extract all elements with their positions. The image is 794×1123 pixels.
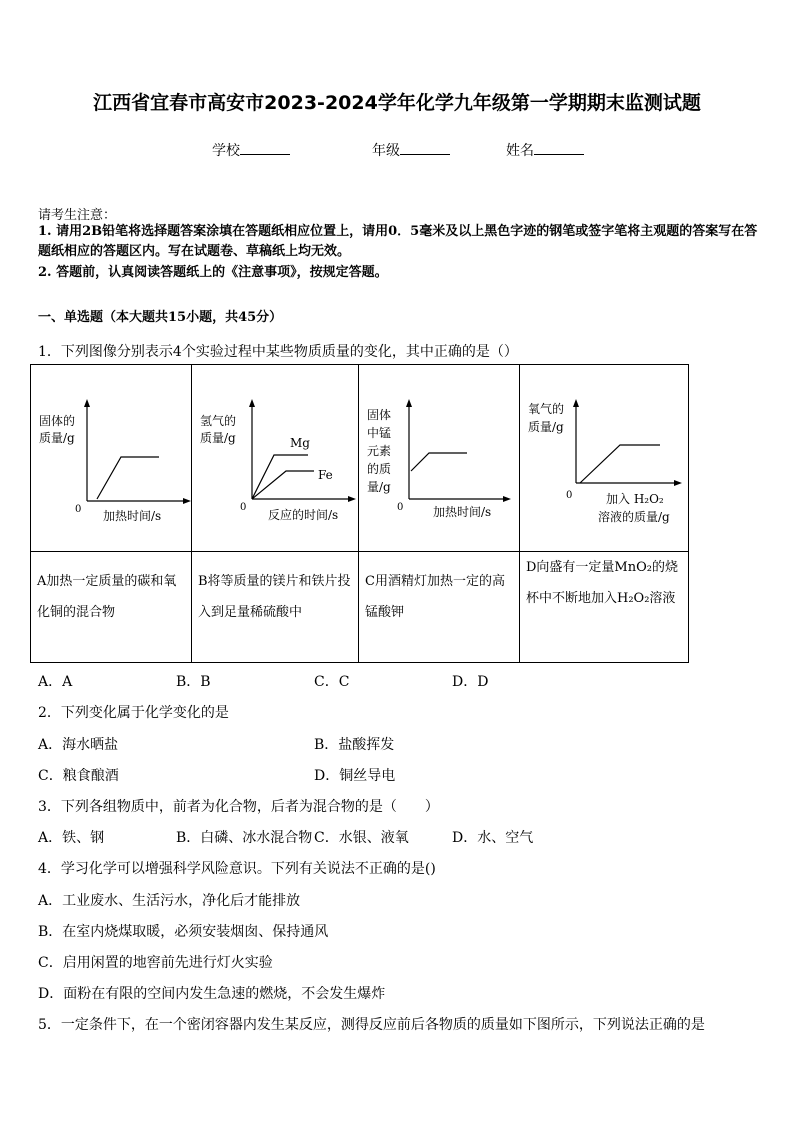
q1-option-c[interactable]: C．C (314, 674, 350, 690)
graph-a-y-arrow (84, 399, 90, 407)
graph-c-curve (411, 453, 467, 471)
graph-c-ylabel-1: 固体 (367, 408, 392, 422)
q4-option-b[interactable]: B．在室内烧煤取暖，必须安装烟囱、保持通风 (38, 924, 329, 940)
description-a (31, 552, 192, 663)
graph-d-y-arrow (573, 399, 579, 407)
q4-option-d[interactable]: D．面粉在有限的空间内发生急速的燃烧，不会发生爆炸 (38, 986, 386, 1002)
name-field (506, 140, 584, 160)
graph-c-ylabel-3: 元素 (367, 444, 392, 458)
name-label: 姓名 (506, 143, 534, 159)
description-a-text: A加热一定质量的碳和氧化铜的混合物 (37, 574, 177, 620)
graph-c-xlabel: 加热时间/s (433, 505, 492, 519)
name-blank[interactable] (534, 140, 584, 155)
graph-d-ylabel-2: 质量/g (528, 420, 564, 434)
graph-d-x-arrow (674, 480, 682, 486)
graph-d-ylabel-1: 氧气的 (528, 402, 565, 416)
graph-b-xlabel: 反应的时间/s (268, 508, 339, 522)
graph-c-origin: 0 (397, 502, 404, 513)
description-c (359, 552, 520, 663)
grade-blank[interactable] (400, 140, 450, 155)
section-title: 一、单选题（本大题共15小题，共45分） (38, 310, 283, 325)
q4-option-c[interactable]: C．启用闲置的地窖前先进行灯火实验 (38, 955, 273, 971)
graph-c-ylabel-5: 量/g (367, 480, 391, 494)
q3-option-a[interactable]: A．铁、钢 (38, 830, 105, 846)
graph-a-ylabel-2: 质量/g (39, 431, 75, 445)
q4-option-a[interactable]: A．工业废水、生活污水，净化后才能排放 (38, 893, 301, 909)
school-label: 学校 (212, 143, 240, 159)
q1-option-b[interactable]: B．B (176, 674, 211, 690)
question-1-stem: 1．下列图像分别表示4个实验过程中某些物质质量的变化，其中正确的是（） (38, 344, 518, 360)
school-blank[interactable] (240, 140, 290, 155)
grade-field (372, 140, 450, 160)
question-5-stem: 5．一定条件下，在一个密闭容器内发生某反应，测得反应前后各物质的质量如下图所示，下列说法正确的是 (38, 1017, 705, 1033)
graph-b-origin: 0 (240, 502, 247, 513)
q1-option-a[interactable]: A．A (38, 674, 73, 690)
graph-b-y-arrow (249, 399, 255, 407)
question-4-stem: 4．学习化学可以增强科学风险意识。下列有关说法不正确的是() (38, 861, 436, 877)
question-1-graph-table (30, 364, 689, 663)
q3-option-d[interactable]: D．水、空气 (452, 830, 534, 846)
graph-c-ylabel-2: 中锰 (367, 426, 392, 440)
page-title: 江西省宜春市高安市2023-2024学年化学九年级第一学期期末监测试题 (93, 92, 701, 114)
graph-d-origin: 0 (566, 490, 573, 501)
description-c-text: C用酒精灯加热一定的高锰酸钾 (365, 574, 505, 620)
q3-option-b[interactable]: B．白磷、冰水混合物 (176, 830, 313, 846)
q2-option-a[interactable]: A．海水晒盐 (38, 737, 119, 753)
description-b (192, 552, 359, 663)
graph-b-ylabel-2: 质量/g (200, 431, 236, 445)
description-b-text: B将等质量的镁片和铁片投入到足量稀硫酸中 (198, 574, 351, 620)
graph-a-origin: 0 (75, 504, 82, 515)
grade-label: 年级 (372, 143, 400, 159)
q2-option-d[interactable]: D．铜丝导电 (314, 768, 396, 784)
graph-c-x-arrow (503, 496, 511, 502)
graph-a-cell (31, 365, 192, 552)
graph-d-cell (520, 365, 689, 552)
graph-b-ylabel-1: 氢气的 (200, 414, 237, 428)
graph-d-curve (580, 445, 660, 483)
graph-a-x-arrow (183, 498, 191, 504)
graph-b-x-arrow (348, 496, 356, 502)
graph-b-curve-fe (252, 471, 314, 499)
q3-option-c[interactable]: C．水银、液氧 (314, 830, 409, 846)
notice-item-1: 1. 请用2B铅笔将选择题答案涂填在答题纸相应位置上，请用0．5毫米及以上黑色字迹的钢笔或签字笔将主观题的答案写在答题纸相应的答题区内。写在试题卷、草稿纸上均无效。 (38, 224, 758, 259)
description-d (520, 552, 689, 663)
description-d-text: D向盛有一定量MnO₂的烧杯中不断地加入H₂O₂溶液 (526, 560, 678, 606)
notice-heading: 请考生注意： (38, 208, 117, 223)
q2-option-b[interactable]: B．盐酸挥发 (314, 737, 395, 753)
graph-a-xlabel: 加热时间/s (103, 509, 162, 523)
graph-a-curve (97, 457, 159, 499)
q2-option-c[interactable]: C．粮食酿酒 (38, 768, 119, 784)
school-field (212, 140, 290, 160)
q1-option-d[interactable]: D．D (452, 674, 489, 690)
graph-c-cell (359, 365, 520, 552)
question-3-stem: 3．下列各组物质中，前者为化合物，后者为混合物的是（ ） (38, 799, 439, 815)
graph-b-label-fe: Fe (318, 468, 333, 482)
graph-d-xlabel-1: 加入 H₂O₂ (606, 492, 664, 506)
graph-b-label-mg: Mg (290, 436, 310, 450)
graph-c-ylabel-4: 的质 (367, 462, 392, 476)
notice-item-2: 2. 答题前，认真阅读答题纸上的《注意事项》，按规定答题。 (38, 265, 388, 280)
graph-d-xlabel-2: 溶液的质量/g (598, 510, 670, 524)
graph-a-ylabel-1: 固体的 (39, 414, 76, 428)
graph-c-y-arrow (406, 399, 412, 407)
graph-b-cell (192, 365, 359, 552)
question-2-stem: 2．下列变化属于化学变化的是 (38, 705, 229, 721)
